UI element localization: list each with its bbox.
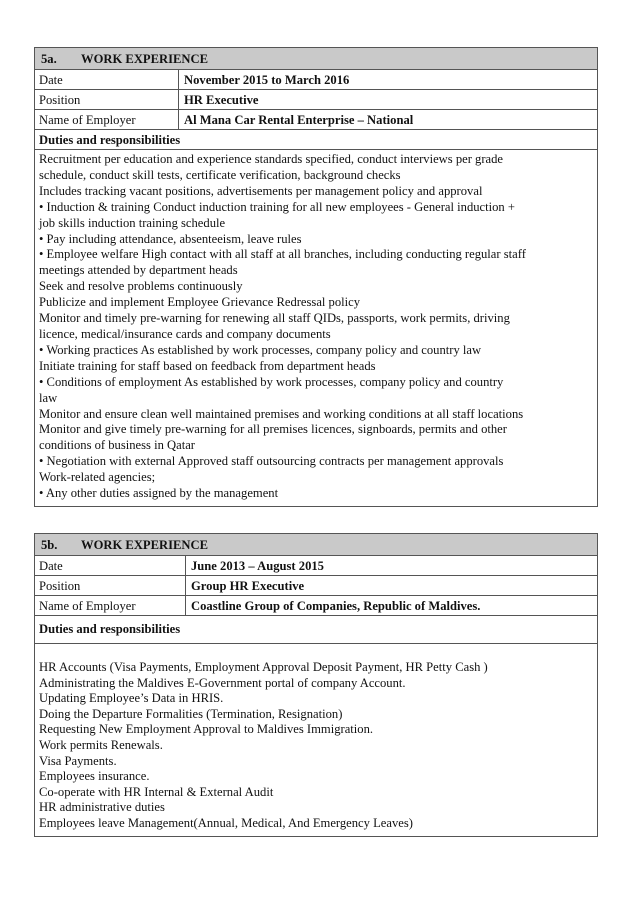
duty-line: conditions of business in Qatar [39,438,196,453]
duty-line: licence, medical/insurance cards and company documents [39,326,331,341]
date-label: Date [35,556,186,575]
section-title: WORK EXPERIENCE [81,538,209,552]
duty-line: • Conditions of employment As established by work processes, company policy and country [39,374,504,389]
duty-line: Employees leave Management(Annual, Medical, And Emergency Leaves) [39,815,413,830]
duty-line: Employees insurance. [39,769,150,784]
duty-line: job skills induction training schedule [39,215,226,230]
section-number: 5b. [41,538,58,552]
duties-heading: Duties and responsibilities [35,130,597,150]
duty-line: Monitor and give timely pre-warning for all premises licences, signboards, permits and other [39,422,507,437]
employer-row [35,110,597,130]
duty-line: • Negotiation with external Approved staff outsourcing contracts per management approvals [39,454,504,469]
duty-line: law [39,390,58,405]
duty-line: Monitor and ensure clean well maintained premises and working conditions at all staff locations [39,406,524,421]
employer-value: Coastline Group of Companies, Republic of Maldives. [191,599,481,613]
work-experience-section-5a [34,47,598,507]
work-experience-section-5b [34,533,598,837]
date-value: November 2015 to March 2016 [184,73,350,87]
position-row [35,576,597,596]
date-label: Date [35,70,179,89]
date-row [35,70,597,90]
duties-list [35,150,597,506]
duty-line: HR administrative duties [39,800,165,815]
position-value: HR Executive [184,93,259,107]
duty-line: • Any other duties assigned by the management [39,486,279,501]
section-number: 5a. [41,52,57,66]
duty-line: Work-related agencies; [39,470,156,485]
work-experience-table [34,47,598,507]
duty-line: Includes tracking vacant positions, advertisements per management policy and approval [39,183,483,198]
duties-heading: Duties and responsibilities [35,616,597,644]
employer-row [35,596,597,616]
section-header [35,534,597,556]
duty-line: meetings attended by department heads [39,263,238,278]
duty-line: Seek and resolve problems continuously [39,279,243,294]
duty-line: Administrating the Maldives E-Government portal of company Account. [39,675,406,690]
date-row [35,556,597,576]
work-experience-table [34,533,598,837]
employer-label: Name of Employer [35,596,186,615]
duty-line: Publicize and implement Employee Grievance Redressal policy [39,295,361,310]
date-value: June 2013 – August 2015 [191,559,324,573]
duty-line: • Working practices As established by work processes, company policy and country law [39,342,482,357]
employer-value: Al Mana Car Rental Enterprise – National [184,113,414,127]
duties-list [35,644,597,836]
duty-line: • Induction & training Conduct induction training for all new employees - General induction + [39,199,515,214]
duty-line: Initiate training for staff based on feedback from department heads [39,358,376,373]
position-row [35,90,597,110]
duty-line: Visa Payments. [39,753,117,768]
position-label: Position [35,90,179,109]
duty-line: Updating Employee’s Data in HRIS. [39,691,224,706]
duty-line: Requesting New Employment Approval to Maldives Immigration. [39,722,374,737]
position-label: Position [35,576,186,595]
duty-line: • Pay including attendance, absenteeism, leave rules [39,231,302,246]
duty-line: Doing the Departure Formalities (Termination, Resignation) [39,706,343,721]
duty-line: Monitor and timely pre-warning for renewing all staff QIDs, passports, work permits, driving [39,311,510,326]
duty-line: • Employee welfare High contact with all staff at all branches, including conducting regular staff [39,247,526,262]
duty-line: Recruitment per education and experience standards specified, conduct interviews per grade [39,152,504,166]
duty-line: Co-operate with HR Internal & External Audit [39,784,274,799]
section-title: WORK EXPERIENCE [81,52,209,66]
duty-line: Work permits Renewals. [39,737,163,752]
duty-line: HR Accounts (Visa Payments, Employment Approval Deposit Payment, HR Petty Cash ) [39,660,488,674]
section-header [35,48,597,70]
employer-label: Name of Employer [35,110,179,129]
duty-line: schedule, conduct skill tests, certificate verification, background checks [39,167,401,182]
position-value: Group HR Executive [191,579,305,593]
